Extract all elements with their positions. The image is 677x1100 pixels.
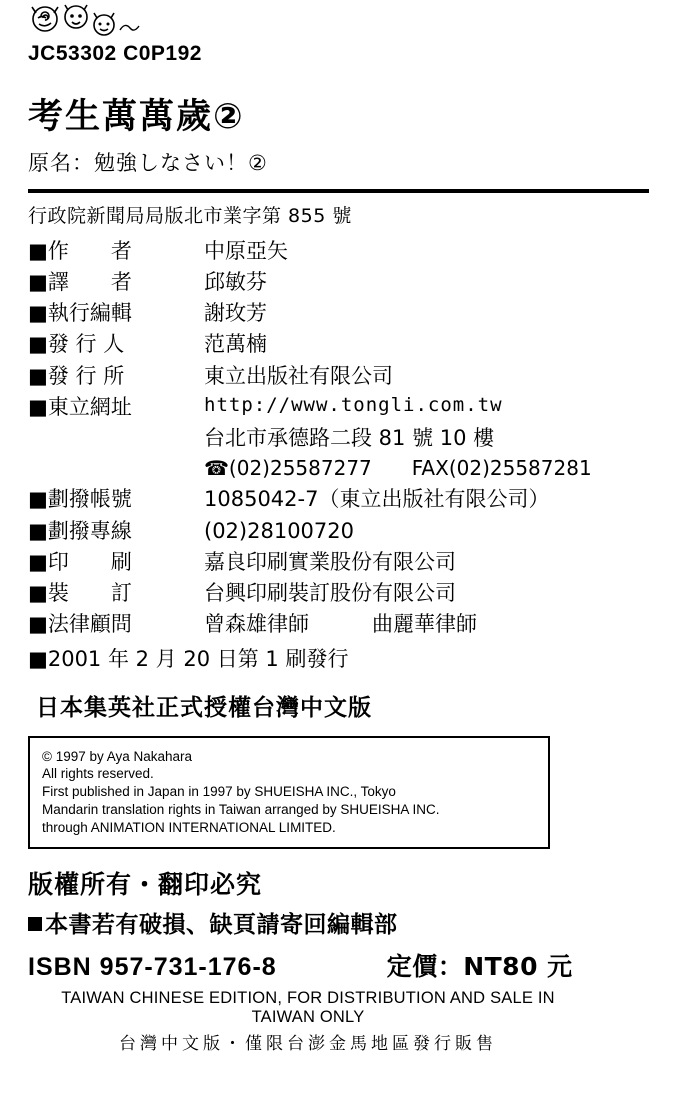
credit-label: ■發 行 所	[28, 363, 125, 388]
credit-value: (02)28100720	[204, 518, 354, 543]
distribution-notice-zh: 台灣中文版・僅限台澎金馬地區發行販售	[119, 1033, 497, 1054]
original-title: 原名：勉強しなさい！②	[28, 150, 268, 175]
credit-row	[28, 269, 649, 295]
credit-row	[28, 580, 649, 606]
header-row	[28, 0, 649, 65]
black-square-icon	[28, 917, 42, 931]
page-title: 考生萬萬歲②	[28, 97, 245, 137]
price-value: 定價：NT80 元	[386, 951, 573, 981]
print-date: ■2001 年 2 月 20 日第 1 刷發行	[28, 646, 349, 671]
credit-label: ■裝 訂	[28, 581, 132, 605]
isbn-price-row	[28, 947, 649, 983]
credit-label: ■執行編輯	[28, 301, 132, 325]
credit-value: 東立出版社有限公司	[204, 363, 393, 388]
credit-row	[28, 363, 649, 389]
credit-value: 嘉良印刷實業股份有限公司	[204, 549, 456, 574]
credit-value: 曾森雄律師 曲麗華律師	[204, 612, 477, 637]
damaged-book-notice-text: 本書若有破損、缺頁請寄回編輯部	[45, 911, 398, 938]
credit-row	[28, 486, 649, 512]
copyright-line: First published in Japan in 1997 by SHUEISHA INC., Tokyo	[42, 784, 396, 800]
copyright-line: All rights reserved.	[42, 766, 154, 782]
credit-value: 邱敏芬	[204, 269, 267, 294]
credit-value: 中原亞矢	[204, 238, 288, 263]
credit-row	[28, 549, 649, 575]
divider-rule	[28, 189, 649, 193]
copyright-line: through ANIMATION INTERNATIONAL LIMITED.	[42, 819, 336, 835]
website-url[interactable]: http://www.tongli.com.tw	[204, 393, 503, 416]
credit-row	[28, 238, 649, 264]
credit-label: ■劃撥帳號	[28, 487, 132, 512]
address-text: 台北市承德路二段 81 號 10 樓	[204, 426, 495, 450]
spacer	[28, 425, 204, 451]
credit-row	[28, 611, 649, 637]
distribution-notice-en: TAIWAN CHINESE EDITION, FOR DISTRIBUTION AND SALE IN TAIWAN ONLY	[61, 988, 555, 1026]
credit-label: ■法律顧問	[28, 612, 132, 637]
phone-text: ☎(02)25587277 FAX(02)25587281	[204, 456, 592, 481]
credit-value: 范萬楠	[204, 332, 267, 357]
cat-faces-logo-icon	[28, 4, 148, 40]
rights-reserved-line: 版權所有・翻印必究	[28, 869, 263, 899]
credit-row-website	[28, 394, 649, 420]
credit-value: 1085042-7（東立出版社有限公司）	[204, 487, 550, 512]
catalog-code: JC53302 C0P192	[28, 42, 202, 65]
credit-value: 謝玫芳	[204, 301, 267, 325]
credits-list	[28, 238, 649, 673]
authorization-line: 日本集英社正式授權台灣中文版	[36, 694, 372, 721]
copyright-line: Mandarin translation rights in Taiwan arranged by SHUEISHA INC.	[42, 801, 440, 817]
credit-value: 台興印刷裝訂股份有限公司	[204, 581, 456, 605]
credit-row	[28, 331, 649, 357]
damaged-book-notice	[28, 906, 649, 939]
credit-label: ■劃撥專線	[28, 518, 132, 543]
credit-label: ■印 刷	[28, 549, 132, 574]
spacer	[28, 456, 204, 481]
credit-label: ■發 行 人	[28, 332, 125, 357]
address-row	[28, 425, 649, 451]
government-license: 行政院新聞局局版北市業字第 855 號	[28, 204, 352, 227]
credit-label: ■作 者	[28, 238, 132, 263]
credit-row	[28, 300, 649, 326]
copyright-box	[28, 736, 550, 849]
isbn-value: ISBN 957-731-176-8	[28, 952, 277, 981]
credit-row	[28, 518, 649, 544]
phone-row	[28, 456, 649, 481]
credit-label: ■東立網址	[28, 394, 132, 419]
copyright-line: © 1997 by Aya Nakahara	[42, 748, 193, 764]
credit-label: ■譯 者	[28, 269, 132, 294]
